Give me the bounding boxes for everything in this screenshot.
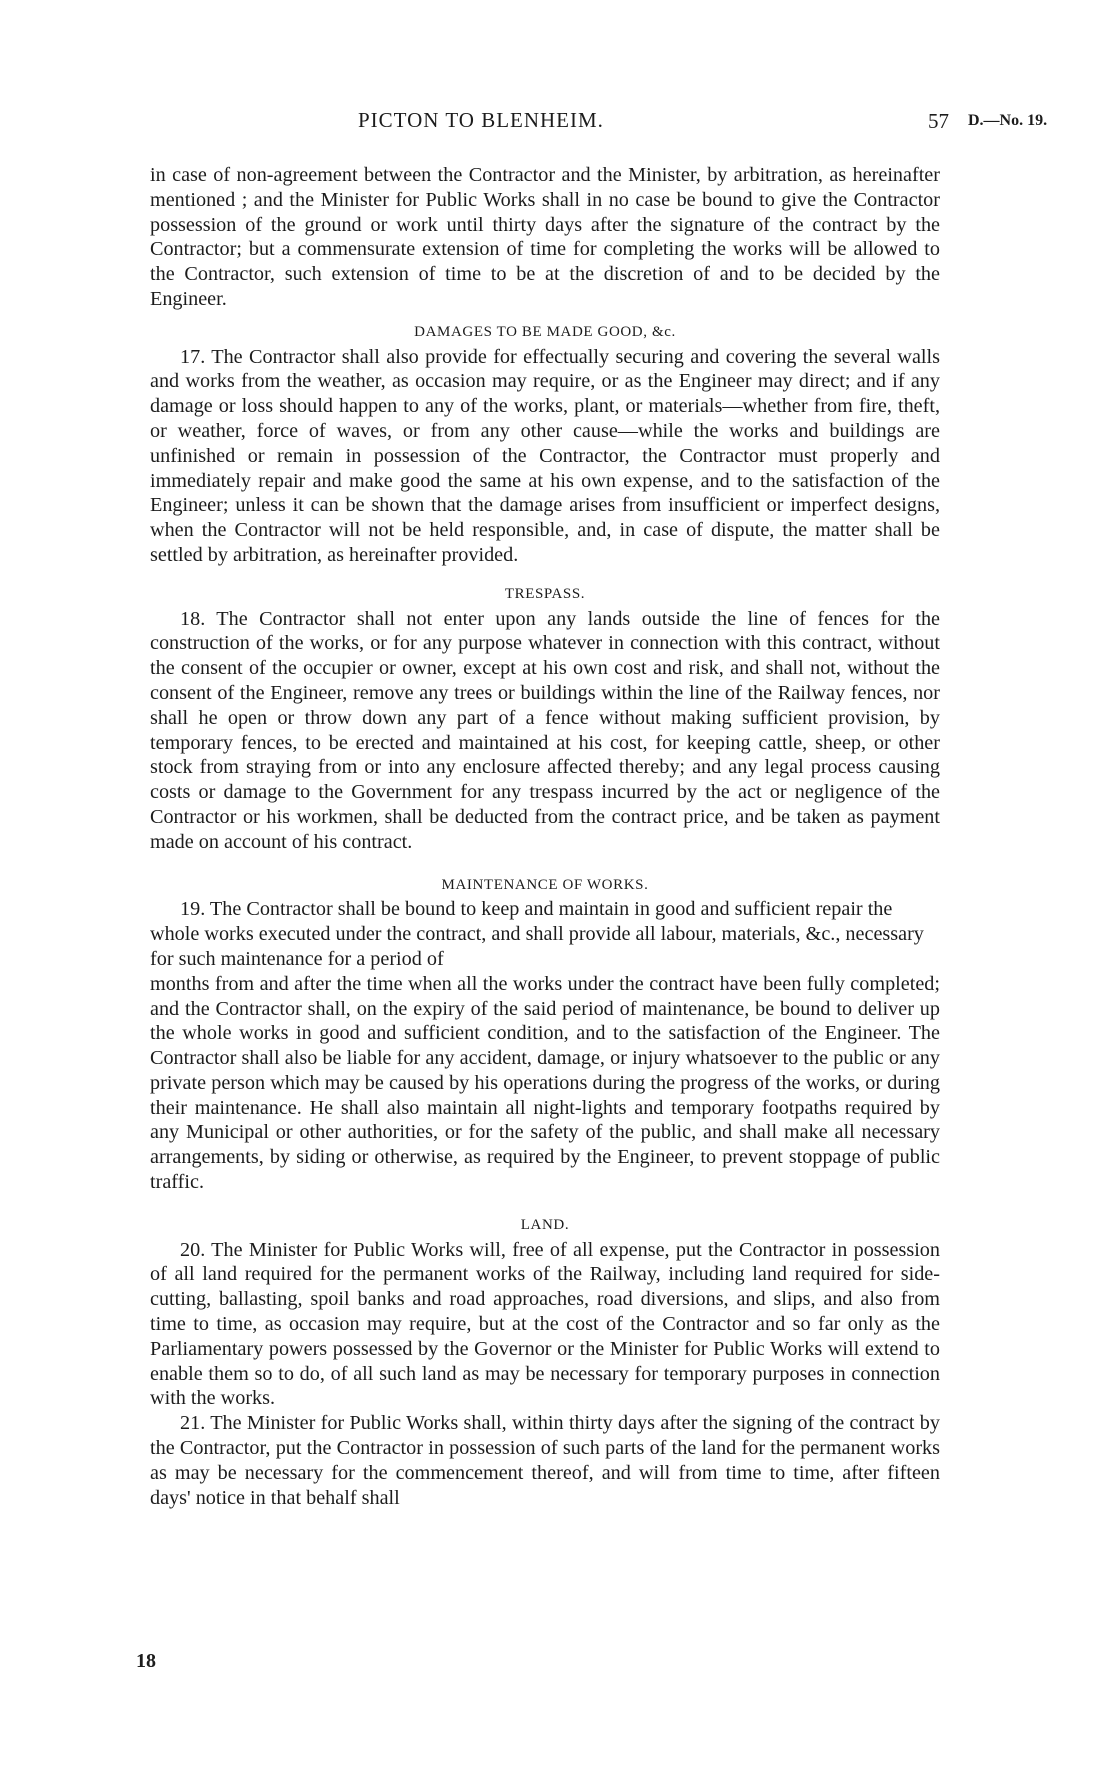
clause-18-paragraph: 18. The Contractor shall not enter upon any lands outside the line of fences for the construction of the works, or for any purpose whatever in connection with this contract, without the consent of the occupier or owner, except at his own cost and risk, and shall not, without the consent of the Engineer, remove any trees or buildings within the line of the Railway fences, nor shall he open or throw down any part of a fence without making sufficient provision, by temporary fences, to be erected and maintained at his cost, for keeping cattle, sheep, or other stock from straying from or into any enclosure affected thereby; and any legal process causing costs or damage to the Government for any trespass incurred by the act or negligence of the Contractor or his workmen, shall be deducted from the contract price, and be taken as payment made on account of his contract. [150,607,940,853]
section-heading-maintenance: MAINTENANCE OF WORKS. [441,876,649,893]
section-heading-damages: DAMAGES TO BE MADE GOOD, &c. [414,323,676,340]
running-header [0,108,1114,138]
document-reference: D.—No. 19. [968,112,1048,129]
clause-19-paragraph-rest: months from and after the time when all the works under the contract have been fully completed; and the Contractor shall, on the expiry of the said period of maintenance, be bound to deliver up the whole works in good and sufficient condition, and to the satisfaction of the Engineer. The Contractor shall also be liable for any accident, damage, or injury whatsoever to the public or any private person which may be caused by his operations during the progress of the works, or during their maintenance. He shall also maintain all night-lights and temporary footpaths required by any Municipal or other authorities, or for the safety of the public, and shall make all necessary arrangements, by siding or otherwise, as required by the Engineer, to prevent stoppage of public traffic. [150,972,940,1194]
clause-21-paragraph: 21. The Minister for Public Works shall, within thirty days after the signing of the contract by the Contractor, put the Contractor in possession of such parts of the land for the permanent works as may be necessary for the commencement thereof, and will from time to time, after fifteen days' notice in that behalf shall [150,1412,940,1509]
continuation-paragraph: in case of non-agreement between the Contractor and the Minister, by arbitration, as hereinafter mentioned ; and the Minister for Public Works shall in no case be bound to give the Contractor possession of the ground or work until thirty days after the signature of the contract by the Contractor; but a commensurate extension of time for completing the works will be allowed to the Contractor, such extension of time to be at the discretion of and to be decided by the Engineer. [150,164,940,310]
clause-20-paragraph: 20. The Minister for Public Works will, free of all expense, put the Contractor in possession of all land required for the permanent works of the Railway, including land required for side-cutting, ballasting, spoil banks and road approaches, road diversions, and slips, and also from time to time, as occasion may require, but at the cost of the Contractor and so far only as the Parliamentary powers possessed by the Governor or the Minister for Public Works will extend to enable them so to do, of all such land as may be necessary for temporary purposes in connection with the works. [150,1238,940,1410]
printer-signature-mark: 18 [136,1650,156,1672]
document-body [150,163,940,1510]
clause-19-paragraph-start: 19. The Contractor shall be bound to keep and maintain in good and sufficient repair the whole works executed under the contract, and shall provide all labour, materials, &c., necessary for such maintenance for a period of [150,898,924,970]
page-number: 57 [928,109,949,133]
section-heading-trespass: TRESPASS. [504,585,586,602]
clause-17-paragraph: 17. The Contractor shall also provide for effectually securing and covering the several walls and works from the weather, as occasion may require, or as the Engineer may direct; and if any damage or loss should happen to any of the works, plant, or materials—whether from fire, theft, or weather, force of waves, or from any other cause—while the works and buildings are unfinished or remain in possession of the Contractor, the Contractor must properly and immediately repair and make good the same at his own expense, and to the satisfaction of the Engineer; unless it can be shown that the damage arises from insufficient or imperfect designs, when the Contractor will not be held responsible, and, in case of dispute, the matter shall be settled by arbitration, as hereinafter provided. [150,345,940,566]
page-title: PICTON TO BLENHEIM. [358,108,604,132]
section-heading-land: LAND. [520,1216,570,1233]
